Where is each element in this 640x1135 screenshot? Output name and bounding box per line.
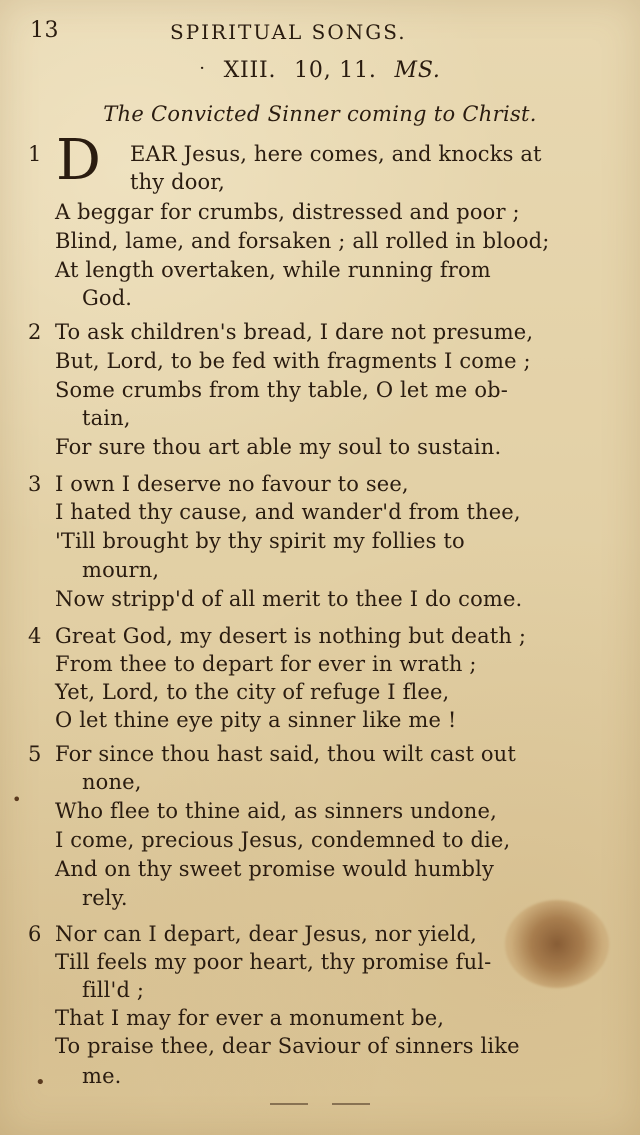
printer-ornament: • (12, 790, 22, 809)
stanza-1-line-3: A beggar for crumbs, distressed and poor ; (55, 200, 520, 224)
stanza-1-line-4: Blind, lame, and forsaken ; all rolled in blood; (55, 229, 550, 253)
stanza-1-line-5: At length overtaken, while running from (55, 258, 491, 282)
stanza-3-line-2: I hated thy cause, and wander'd from thee, (55, 500, 521, 524)
footer-rule (270, 1098, 370, 1110)
stanza-number-6: 6 (28, 922, 42, 946)
hymn-meter: 10, 11. (294, 58, 377, 83)
stanza-6-line-2: Till feels my poor heart, thy promise ful- (55, 950, 492, 974)
stanza-6-line-3: fill'd ; (82, 978, 145, 1002)
stanza-6-line-5: To praise thee, dear Saviour of sinners like (55, 1034, 520, 1058)
stanza-3-line-4: mourn, (82, 558, 160, 582)
stanza-6-line-1: Nor can I depart, dear Jesus, nor yield, (55, 922, 477, 946)
drop-cap: D (56, 128, 101, 193)
stanza-2-line-3: Some crumbs from thy table, O let me ob- (55, 378, 508, 402)
stanza-2-line-5: For sure thou art able my soul to sustain. (55, 435, 502, 459)
stanza-1-line-2: thy door, (130, 170, 225, 194)
stanza-4-line-3: Yet, Lord, to the city of refuge I flee, (55, 680, 450, 704)
hymn-title: The Convicted Sinner coming to Christ. (103, 102, 537, 126)
stanza-number-1: 1 (28, 142, 42, 166)
stanza-number-4: 4 (28, 624, 42, 648)
bottom-mark: • (35, 1072, 46, 1093)
hymn-heading (0, 58, 640, 83)
stanza-6-line-4: That I may for ever a monument be, (55, 1006, 445, 1030)
stanza-5-line-6: rely. (82, 886, 128, 910)
stanza-4-line-2: From thee to depart for ever in wrath ; (55, 652, 477, 676)
stanza-1-line-1: EAR Jesus, here comes, and knocks at (130, 142, 542, 166)
stanza-5-line-1: For since thou hast said, thou wilt cast out (55, 742, 516, 766)
stanza-5-line-4: I come, precious Jesus, condemned to die, (55, 828, 511, 852)
stanza-number-5: 5 (28, 742, 42, 766)
stanza-2-line-2: But, Lord, to be fed with fragments I come ; (55, 349, 531, 373)
stanza-5-line-5: And on thy sweet promise would humbly (55, 857, 495, 881)
hymn-number: XIII. (223, 58, 277, 83)
stanza-2-line-4: tain, (82, 406, 131, 430)
stanza-2-line-1: To ask children's bread, I dare not presume, (55, 320, 534, 344)
stanza-number-2: 2 (28, 320, 42, 344)
stanza-4-line-4: O let thine eye pity a sinner like me ! (55, 708, 457, 732)
hymn-ms: MS. (394, 58, 441, 83)
stanza-3-line-5: Now stripp'd of all merit to thee I do come. (55, 587, 523, 611)
stanza-5-line-2: none, (82, 770, 142, 794)
stanza-1-line-6: God. (82, 286, 133, 310)
stanza-4-line-1: Great God, my desert is nothing but death ; (55, 624, 527, 648)
page-number: 13 (30, 18, 59, 43)
hymn-number-marker: · (199, 58, 206, 79)
stanza-6-line-6: me. (82, 1064, 122, 1088)
stanza-number-3: 3 (28, 472, 42, 496)
running-title: SPIRITUAL SONGS. (170, 20, 407, 44)
stanza-3-line-3: 'Till brought by thy spirit my follies to (55, 529, 465, 553)
stanza-5-line-3: Who flee to thine aid, as sinners undone, (55, 799, 497, 823)
running-head (30, 18, 610, 52)
stanza-3-line-1: I own I deserve no favour to see, (55, 472, 409, 496)
